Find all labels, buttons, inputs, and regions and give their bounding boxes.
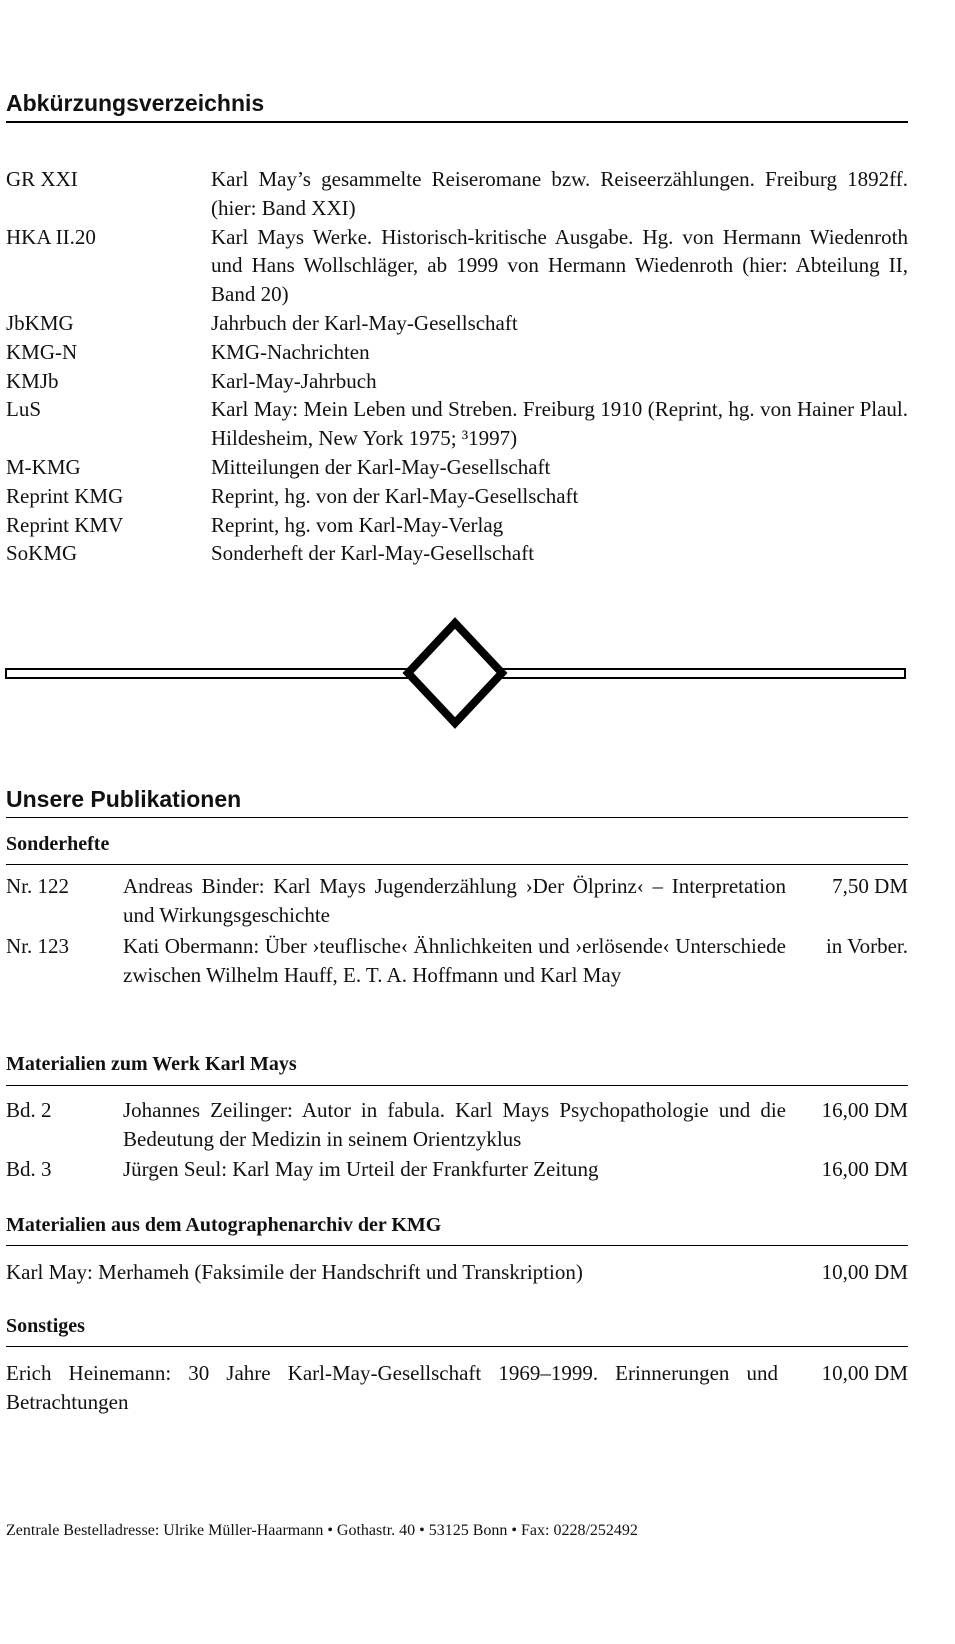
- abbreviation-value: Karl May: Mein Leben und Streben. Freiburg 1910 (Reprint, hg. von Hainer Plaul. Hildesheim, New York 1975; ³1997): [211, 397, 908, 451]
- section-heading-sonstiges: Sonstiges: [6, 1315, 85, 1337]
- publication-entry: [6, 932, 908, 990]
- abbreviation-row: [6, 309, 908, 338]
- entry-price: 10,00 DM: [821, 1361, 908, 1385]
- abbreviation-key: Reprint KMG: [6, 483, 124, 508]
- abbreviation-value: Reprint, hg. von der Karl-May-Gesellschaft: [211, 483, 579, 508]
- abbreviation-key: HKA II.20: [6, 224, 96, 249]
- publication-entry: [6, 1359, 908, 1417]
- abbreviation-row: [6, 367, 908, 396]
- abbreviation-row: [6, 165, 908, 223]
- heading-rule: [6, 121, 908, 123]
- abbreviation-value: Karl May’s gesammelte Reiseromane bzw. Reiseerzählungen. Freiburg 1892ff. (hier: Band XXI): [211, 167, 908, 220]
- abbreviation-row: [6, 338, 908, 367]
- abbreviation-key: GR XXI: [6, 167, 78, 191]
- abbreviation-key: Reprint KMV: [6, 512, 124, 537]
- abbreviation-value: Sonderheft der Karl-May-Gesellschaft: [211, 541, 535, 566]
- abbreviation-key: LuS: [6, 397, 42, 422]
- abbreviation-row: [6, 395, 908, 453]
- abbreviation-value: KMG-Nachrichten: [211, 339, 370, 364]
- entry-title: Jürgen Seul: Karl May im Urteil der Frankfurter Zeitung: [123, 1157, 599, 1181]
- abbreviation-row: [6, 223, 908, 309]
- section-rule: [6, 1346, 908, 1347]
- publication-entry: [6, 1258, 908, 1287]
- abbreviation-value: Karl Mays Werke. Historisch-kritische Ausgabe. Hg. von Hermann Wiedenroth und Hans Wollschläger, ab 1999 von Hermann Wiedenroth (hier: Abteilung II, Band 20): [211, 224, 908, 307]
- entry-price: in Vorber.: [825, 934, 908, 958]
- entry-number: Bd. 2: [6, 1098, 52, 1122]
- entry-price: 10,00 DM: [821, 1260, 908, 1284]
- section-heading-materialien: Materialien zum Werk Karl Mays: [6, 1053, 297, 1075]
- section-heading-autographenarchiv: Materialien aus dem Autographenarchiv der KMG: [6, 1214, 442, 1236]
- abbreviation-row: [6, 539, 908, 568]
- entry-title: Andreas Binder: Karl Mays Jugenderzählung ›Der Ölprinz‹ – Interpretation und Wirkungsgeschichte: [123, 874, 786, 927]
- entry-title: Johannes Zeilinger: Autor in fabula. Karl Mays Psychopathologie und die Bedeutung der Medizin in seinem Orientzyklus: [123, 1098, 786, 1151]
- publication-entry: [6, 1096, 908, 1154]
- entry-title: Kati Obermann: Über ›teuflische‹ Ähnlichkeiten und ›erlösende‹ Unterschiede zwischen Wilhelm Hauff, E. T. A. Hoffmann und Karl May: [123, 934, 786, 987]
- abbreviation-row: [6, 453, 908, 482]
- abbreviation-key: JbKMG: [6, 310, 74, 335]
- publications-heading: Unsere Publikationen: [6, 786, 242, 812]
- publication-entry: [6, 1155, 908, 1184]
- entry-number: Nr. 122: [6, 874, 69, 898]
- entry-price: 7,50 DM: [832, 874, 908, 898]
- section-rule: [6, 1085, 908, 1086]
- entry-title: Karl May: Merhameh (Faksimile der Handschrift und Transkription): [6, 1260, 583, 1284]
- abbreviation-row: [6, 482, 908, 511]
- abbreviations-heading: Abkürzungsverzeichnis: [6, 90, 265, 116]
- section-heading-sonderhefte: Sonderhefte: [6, 833, 110, 855]
- entry-number: Nr. 123: [6, 934, 69, 958]
- diamond-divider-icon: [0, 615, 955, 730]
- entry-title: Erich Heinemann: 30 Jahre Karl-May-Gesellschaft 1969–1999. Erinnerungen und Betrachtungen: [6, 1361, 778, 1414]
- abbreviation-key: M-KMG: [6, 454, 81, 479]
- abbreviation-value: Jahrbuch der Karl-May-Gesellschaft: [211, 310, 518, 335]
- abbreviation-value: Reprint, hg. vom Karl-May-Verlag: [211, 512, 504, 537]
- abbreviation-key: KMG-N: [6, 339, 78, 364]
- abbreviation-value: Karl-May-Jahrbuch: [211, 368, 377, 393]
- entry-price: 16,00 DM: [821, 1098, 908, 1122]
- abbreviation-list: [6, 165, 908, 568]
- heading-rule: [6, 817, 908, 818]
- section-rule: [6, 1245, 908, 1246]
- publication-entry: [6, 872, 908, 930]
- entry-number: Bd. 3: [6, 1157, 52, 1181]
- abbreviation-value: Mitteilungen der Karl-May-Gesellschaft: [211, 454, 551, 479]
- abbreviation-key: SoKMG: [6, 541, 78, 566]
- abbreviation-key: KMJb: [6, 368, 59, 393]
- section-rule: [6, 864, 908, 865]
- abbreviation-row: [6, 511, 908, 540]
- order-address: Zentrale Bestelladresse: Ulrike Müller-Haarmann • Gothastr. 40 • 53125 Bonn • Fax: 0228/252492: [6, 1522, 638, 1539]
- entry-price: 16,00 DM: [821, 1157, 908, 1181]
